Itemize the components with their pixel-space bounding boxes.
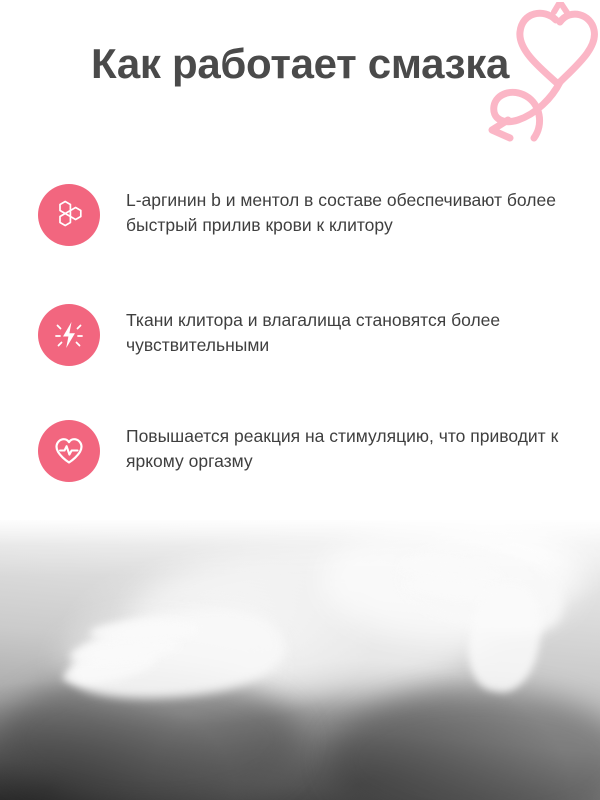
lightning-bolt-icon [38,304,100,366]
molecule-icon [38,184,100,246]
page-title: Как работает смазка [90,40,510,87]
list-item [0,182,600,246]
massage-photo [0,520,600,800]
heart-pulse-icon [38,420,100,482]
list-item-label: Повышается реакция на стимуляцию, что приводит к яркому оргазму [126,426,559,471]
feature-list [0,182,600,482]
list-item-label: L-аргинин b и ментол в составе обеспечивают более быстрый прилив крови к клитору [126,190,556,235]
list-item [0,302,600,366]
page-title-wrap [0,38,600,89]
list-item [0,418,600,482]
list-item-label: Ткани клитора и влагалища становятся более чувствительными [126,310,501,355]
photo-fade [0,520,600,800]
